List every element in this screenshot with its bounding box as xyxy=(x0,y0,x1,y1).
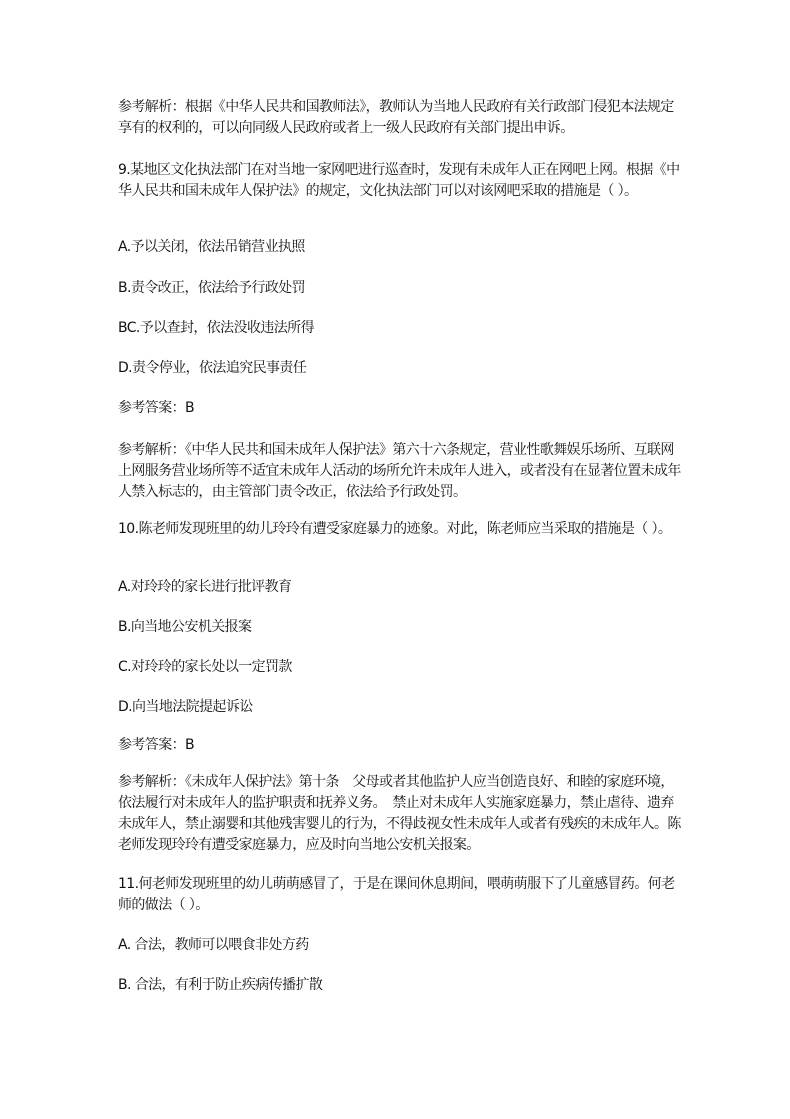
explanation-q8: 参考解析：根据《中华人民共和国教师法》，教师认为当地人民政府有关行政部门侵犯本法规定享有的权利的，可以向同级人民政府或者上一级人民政府有关部门提出申诉。 xyxy=(118,99,674,136)
q10-option-d: D.向当地法院提起诉讼 xyxy=(118,699,253,715)
q10-option-c: C.对玲玲的家长处以一定罚款 xyxy=(118,659,292,675)
q9-option-d: D.责令停业，依法追究民事责任 xyxy=(118,360,307,376)
q9-answer: 参考答案：B xyxy=(118,400,195,416)
q10-answer: 参考答案：B xyxy=(118,737,195,753)
q11-option-a: A. 合法，教师可以喂食非处方药 xyxy=(118,937,309,953)
question-9: 9.某地区文化执法部门在对当地一家网吧进行巡查时，发现有未成年人正在网吧上网。根据《中华人民共和国未成年人保护法》的规定，文化执法部门可以对该网吧采取的措施是（ ）。 xyxy=(118,162,680,199)
q9-option-b: B.责令改正，依法给予行政处罚 xyxy=(118,280,306,296)
question-10: 10.陈老师发现班里的幼儿玲玲有遭受家庭暴力的迹象。对此，陈老师应当采取的措施是（ ）。 xyxy=(118,521,672,537)
q11-option-b: B. 合法，有利于防止疾病传播扩散 xyxy=(118,977,323,993)
q9-option-a: A.予以关闭，依法吊销营业执照 xyxy=(118,239,305,255)
explanation-q9: 参考解析：《中华人民共和国未成年人保护法》第六十六条规定，营业性歌舞娱乐场所、互联网上网服务营业场所等不适宜未成年人活动的场所允许未成年人进入，或者没有在显著位置未成年人禁入标志的，由主管部门责令改正，依法给予行政处罚。 xyxy=(118,442,681,500)
q10-option-b: B.向当地公安机关报案 xyxy=(118,619,252,635)
explanation-q10: 参考解析：《未成年人保护法》第十条 父母或者其他监护人应当创造良好、和睦的家庭环境，依法履行对未成年人的监护职责和抚养义务。 禁止对未成年人实施家庭暴力，禁止虐待、遗弃未成年人，禁止溺婴和其他残害婴儿的行为，不得歧视女性未成年人或者有残疾的未成年人。陈老师发现玲玲有遭受家庭暴力，应及时向当地公安机关报案。 xyxy=(118,774,681,853)
question-11: 11.何老师发现班里的幼儿萌萌感冒了，于是在课间休息期间，喂萌萌服下了儿童感冒药。何老师的做法（ ）。 xyxy=(118,876,675,913)
q10-option-a: A.对玲玲的家长进行批评教育 xyxy=(118,579,292,595)
q9-option-bc: BC.予以查封，依法没收违法所得 xyxy=(118,320,314,336)
